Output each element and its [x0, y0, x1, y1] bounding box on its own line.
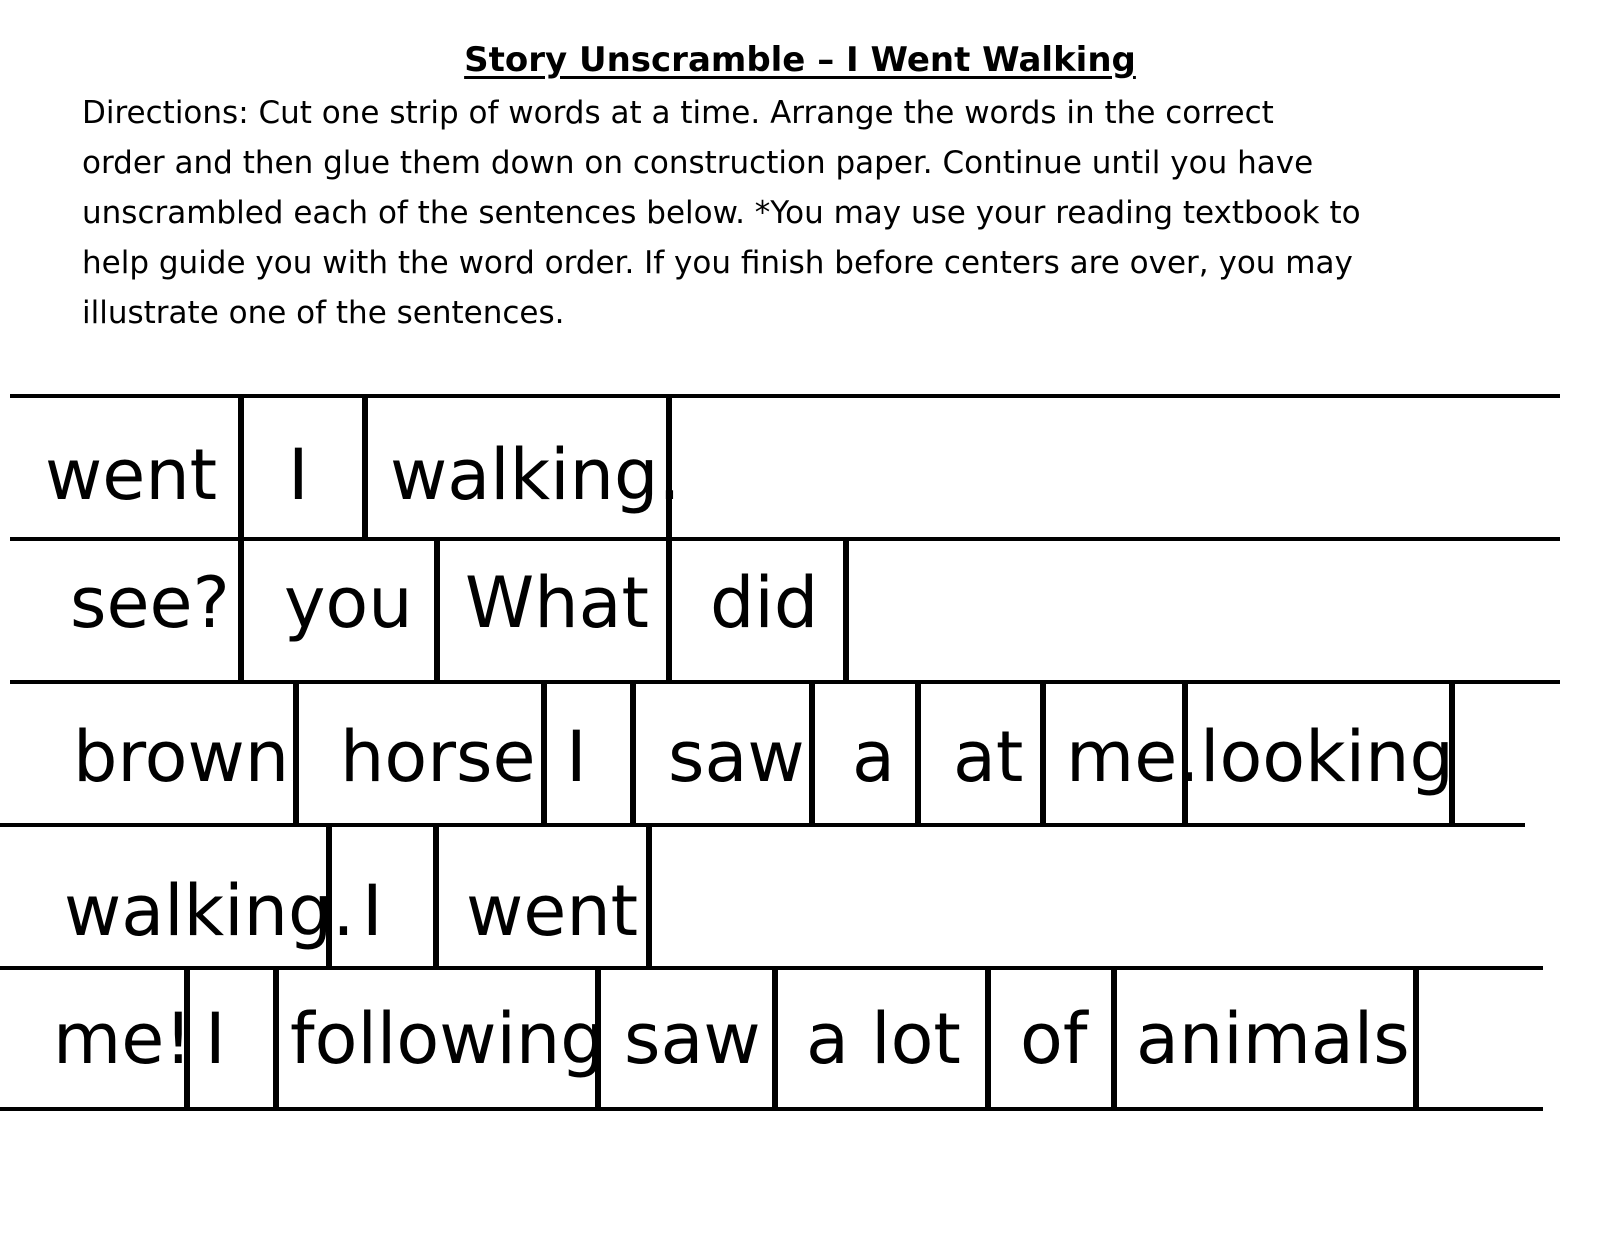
cut-line: [541, 682, 547, 825]
directions: [82, 88, 1582, 338]
directions-line: help guide you with the word order. If you finish before centers are over, you may: [82, 245, 1353, 281]
word-card: a lot: [806, 998, 961, 1080]
cut-line: [985, 968, 991, 1109]
word-card: I: [362, 870, 383, 952]
directions-line: unscrambled each of the sentences below. *You may use your reading textbook to: [82, 195, 1361, 231]
word-card: brown: [73, 716, 290, 798]
cut-line: [809, 682, 815, 825]
cut-line: [646, 825, 652, 968]
cut-line: [433, 825, 439, 968]
directions-line: Directions: Cut one strip of words at a time. Arrange the words in the correct: [82, 95, 1274, 131]
page-title: Story Unscramble – I Went Walking: [464, 40, 1136, 80]
word-card: I: [288, 434, 309, 516]
cut-line: [1413, 968, 1419, 1109]
cut-line: [772, 968, 778, 1109]
word-card: horse: [340, 716, 536, 798]
word-card: saw: [624, 998, 761, 1080]
word-card: went: [45, 434, 218, 516]
word-card: of: [1020, 998, 1088, 1080]
cut-line: [238, 396, 244, 539]
word-card: you: [284, 562, 413, 644]
cut-line: [1111, 968, 1117, 1109]
directions-line: illustrate one of the sentences.: [82, 295, 565, 331]
word-card: animals: [1136, 998, 1410, 1080]
word-card: a: [852, 716, 895, 798]
cut-line: [915, 682, 921, 825]
strip-border: [0, 823, 1525, 827]
word-card: at: [953, 716, 1024, 798]
word-card: walking.: [64, 870, 355, 952]
word-card: see?: [70, 562, 230, 644]
word-card: I: [566, 716, 587, 798]
word-card: me.: [1066, 716, 1200, 798]
cut-line: [1040, 682, 1046, 825]
word-card: did: [710, 562, 819, 644]
cut-line: [362, 396, 368, 539]
directions-line: order and then glue them down on construction paper. Continue until you have: [82, 145, 1314, 181]
word-card: walking.: [390, 434, 681, 516]
word-card: looking: [1200, 716, 1454, 798]
cut-line: [238, 539, 244, 682]
cut-line: [434, 539, 440, 682]
word-card: What: [465, 562, 649, 644]
cut-line: [293, 682, 299, 825]
word-card: saw: [668, 716, 805, 798]
word-card: following: [290, 998, 605, 1080]
cut-line: [666, 539, 672, 682]
cut-line: [273, 968, 279, 1109]
word-card: me!: [53, 998, 193, 1080]
cut-line: [843, 539, 849, 682]
word-card: went: [466, 870, 639, 952]
word-card: I: [205, 998, 226, 1080]
cut-line: [630, 682, 636, 825]
